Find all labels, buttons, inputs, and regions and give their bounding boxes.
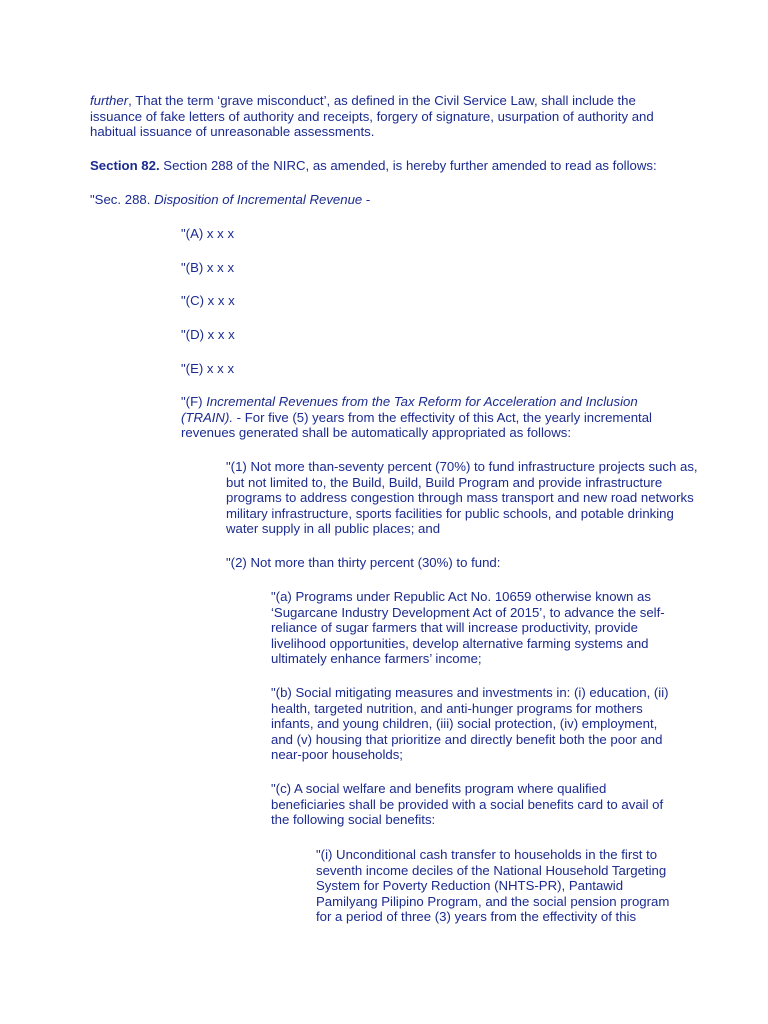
subsection-a: "(A) x x x xyxy=(181,226,235,241)
subsection-f-prefix: "(F) xyxy=(181,394,207,409)
item-2: "(2) Not more than thirty percent (30%) to fund: xyxy=(226,555,501,570)
section-82-paragraph xyxy=(90,158,710,174)
sec-heading-prefix: "Sec. 288. xyxy=(90,192,155,207)
subsection-f-title: Incremental Revenues from the Tax Reform for Acceleration and Inclusion (TRAIN). xyxy=(181,394,638,425)
section-label: Section 82. xyxy=(90,158,160,173)
section-text: Section 288 of the NIRC, as amended, is hereby further amended to read as follows: xyxy=(159,158,657,173)
sec-288-heading xyxy=(90,192,590,208)
item-1: "(1) Not more than-seventy percent (70%) to fund infrastructure projects such as, but not limited to, the Build, Build, Build Program and provide infrastructure programs to address congestion through mass transport and new road networks military infrastructure, sports facilities for public schools, and potable drinking water supply in all public places; and xyxy=(226,459,698,537)
sub-item-a: "(a) Programs under Republic Act No. 10659 otherwise known as ‘Sugarcane Industry Development Act of 2015’, to advance the self-reliance of sugar farmers that will increase productivity, provide livelihood opportunities, develop alternative farming systems and ultimately enhance farmers’ income; xyxy=(271,589,665,667)
subsection-e: "(E) x x x xyxy=(181,361,235,376)
subsection-b: "(B) x x x xyxy=(181,260,235,275)
sec-heading-suffix: - xyxy=(362,192,371,207)
intro-paragraph xyxy=(90,93,670,140)
subsection-d: "(D) x x x xyxy=(181,327,235,342)
sub-item-c: "(c) A social welfare and benefits program where qualified beneficiaries shall be provided with a social benefits card to avail of the following social benefits: xyxy=(271,781,664,828)
subsection-c: "(C) x x x xyxy=(181,293,235,308)
sec-heading-title: Disposition of Incremental Revenue xyxy=(154,192,363,207)
sub-item-b: "(b) Social mitigating measures and investments in: (i) education, (ii) health, targeted nutrition, and anti-hunger programs for mothers infants, and young children, (iii) social protection, (iv) employment, and (v) housing that prioritize and directly benefit both the poor and near-poor households; xyxy=(271,685,669,763)
intro-lead: further xyxy=(90,93,129,108)
subsection-f-text: - For five (5) years from the effectivity of this Act, the yearly incremental revenues generated shall be automatically appropriated as follows: xyxy=(181,409,652,441)
sub-item-i: "(i) Unconditional cash transfer to households in the first to seventh income deciles of the National Household Targeting System for Poverty Reduction (NHTS-PR), Pantawid Pamilyang Pilipino Program, and the social pension program for a period of three (3) years from the effectivity of this xyxy=(316,847,670,925)
intro-text: , That the term ‘grave misconduct’, as defined in the Civil Service Law, shall include the issuance of fake letters of authority and receipts, forgery of signature, usurpation of authority and habitual issuance of unreasonable assessments. xyxy=(90,93,654,140)
subsection-f xyxy=(181,394,661,441)
